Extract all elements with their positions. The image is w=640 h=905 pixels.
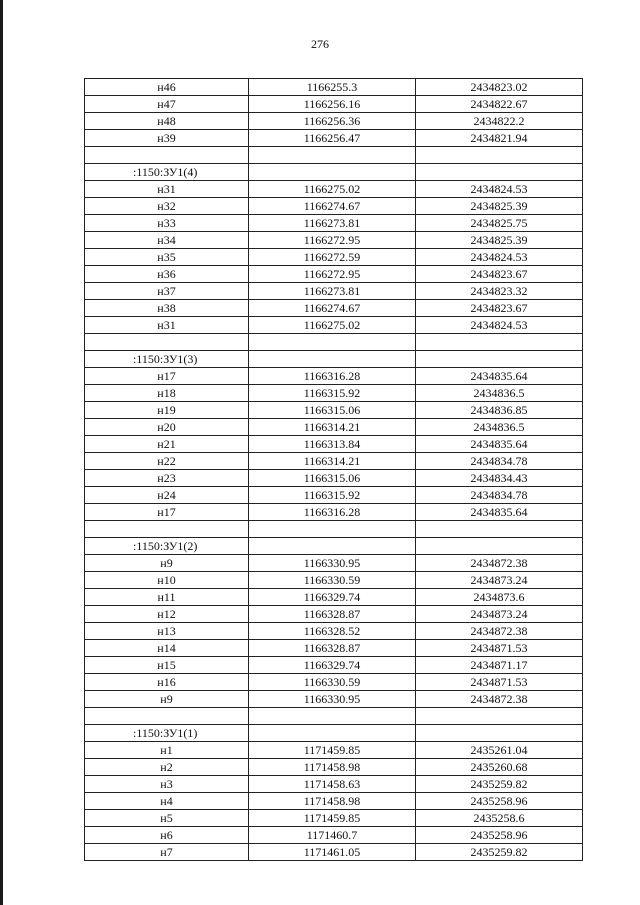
table-row	[85, 232, 583, 249]
point-name-cell: н46	[85, 79, 249, 96]
x-coordinate-cell: 1166316.28	[249, 368, 416, 385]
point-name-cell: н5	[85, 810, 249, 827]
y-coordinate-cell: 2434834.43	[416, 470, 583, 487]
table-row	[85, 317, 583, 334]
empty-cell	[249, 147, 416, 164]
table-row	[85, 419, 583, 436]
y-coordinate-cell: 2434836.5	[416, 419, 583, 436]
x-coordinate-cell: 1166316.28	[249, 504, 416, 521]
y-coordinate-cell: 2434825.75	[416, 215, 583, 232]
y-coordinate-cell: 2434871.17	[416, 657, 583, 674]
y-coordinate-cell: 2434835.64	[416, 436, 583, 453]
y-coordinate-cell: 2434871.53	[416, 640, 583, 657]
y-coordinate-cell: 2434872.38	[416, 555, 583, 572]
point-name-cell: н12	[85, 606, 249, 623]
point-name-cell: н47	[85, 96, 249, 113]
empty-cell	[416, 147, 583, 164]
blank-row	[85, 147, 583, 164]
x-coordinate-cell: 1171459.85	[249, 810, 416, 827]
x-coordinate-cell: 1166274.67	[249, 300, 416, 317]
empty-cell	[416, 351, 583, 368]
table-row	[85, 742, 583, 759]
coordinates-table	[84, 78, 583, 861]
x-coordinate-cell: 1166273.81	[249, 283, 416, 300]
table-row	[85, 113, 583, 130]
y-coordinate-cell: 2434822.67	[416, 96, 583, 113]
section-name-cell: :1150:ЗУ1(1)	[85, 725, 249, 742]
x-coordinate-cell: 1166315.06	[249, 402, 416, 419]
section-header-row	[85, 725, 583, 742]
y-coordinate-cell: 2435258.96	[416, 793, 583, 810]
empty-cell	[249, 725, 416, 742]
y-coordinate-cell: 2435258.6	[416, 810, 583, 827]
point-name-cell: н39	[85, 130, 249, 147]
x-coordinate-cell: 1166275.02	[249, 317, 416, 334]
empty-cell	[416, 164, 583, 181]
point-name-cell: н7	[85, 844, 249, 861]
page-number: 276	[311, 37, 329, 51]
table-row	[85, 368, 583, 385]
y-coordinate-cell: 2434824.53	[416, 181, 583, 198]
y-coordinate-cell: 2434825.39	[416, 232, 583, 249]
empty-cell	[249, 164, 416, 181]
empty-cell	[416, 538, 583, 555]
point-name-cell: н18	[85, 385, 249, 402]
empty-cell	[85, 521, 249, 538]
point-name-cell: н6	[85, 827, 249, 844]
table-row	[85, 96, 583, 113]
x-coordinate-cell: 1166328.52	[249, 623, 416, 640]
point-name-cell: н4	[85, 793, 249, 810]
y-coordinate-cell: 2434836.5	[416, 385, 583, 402]
y-coordinate-cell: 2434823.02	[416, 79, 583, 96]
empty-cell	[249, 334, 416, 351]
y-coordinate-cell: 2434872.38	[416, 623, 583, 640]
point-name-cell: н33	[85, 215, 249, 232]
point-name-cell: н19	[85, 402, 249, 419]
point-name-cell: н22	[85, 453, 249, 470]
x-coordinate-cell: 1166330.59	[249, 572, 416, 589]
table-row	[85, 759, 583, 776]
empty-cell	[416, 334, 583, 351]
point-name-cell: н20	[85, 419, 249, 436]
table-row	[85, 402, 583, 419]
y-coordinate-cell: 2435261.04	[416, 742, 583, 759]
table-row	[85, 198, 583, 215]
point-name-cell: н23	[85, 470, 249, 487]
x-coordinate-cell: 1171459.85	[249, 742, 416, 759]
section-header-row	[85, 164, 583, 181]
x-coordinate-cell: 1166272.95	[249, 266, 416, 283]
table-row	[85, 691, 583, 708]
table-row	[85, 283, 583, 300]
x-coordinate-cell: 1166314.21	[249, 453, 416, 470]
point-name-cell: н15	[85, 657, 249, 674]
point-name-cell: н9	[85, 555, 249, 572]
x-coordinate-cell: 1166256.36	[249, 113, 416, 130]
point-name-cell: н37	[85, 283, 249, 300]
table-row	[85, 79, 583, 96]
table-row	[85, 300, 583, 317]
point-name-cell: н2	[85, 759, 249, 776]
table-row	[85, 572, 583, 589]
x-coordinate-cell: 1166273.81	[249, 215, 416, 232]
empty-cell	[249, 521, 416, 538]
y-coordinate-cell: 2434836.85	[416, 402, 583, 419]
point-name-cell: н24	[85, 487, 249, 504]
x-coordinate-cell: 1166255.3	[249, 79, 416, 96]
y-coordinate-cell: 2435259.82	[416, 776, 583, 793]
x-coordinate-cell: 1171458.98	[249, 793, 416, 810]
y-coordinate-cell: 2434825.39	[416, 198, 583, 215]
table-row	[85, 589, 583, 606]
point-name-cell: н17	[85, 368, 249, 385]
table-row	[85, 453, 583, 470]
x-coordinate-cell: 1166272.95	[249, 232, 416, 249]
y-coordinate-cell: 2434834.78	[416, 453, 583, 470]
point-name-cell: н34	[85, 232, 249, 249]
table-row	[85, 793, 583, 810]
point-name-cell: н13	[85, 623, 249, 640]
point-name-cell: н17	[85, 504, 249, 521]
point-name-cell: н38	[85, 300, 249, 317]
point-name-cell: н1	[85, 742, 249, 759]
y-coordinate-cell: 2435258.96	[416, 827, 583, 844]
x-coordinate-cell: 1166315.92	[249, 385, 416, 402]
y-coordinate-cell: 2434824.53	[416, 317, 583, 334]
point-name-cell: н21	[85, 436, 249, 453]
empty-cell	[249, 708, 416, 725]
table-row	[85, 640, 583, 657]
point-name-cell: н36	[85, 266, 249, 283]
x-coordinate-cell: 1171460.7	[249, 827, 416, 844]
empty-cell	[249, 538, 416, 555]
y-coordinate-cell: 2434823.32	[416, 283, 583, 300]
table-row	[85, 436, 583, 453]
x-coordinate-cell: 1166256.47	[249, 130, 416, 147]
point-name-cell: н32	[85, 198, 249, 215]
y-coordinate-cell: 2434835.64	[416, 504, 583, 521]
empty-cell	[85, 708, 249, 725]
y-coordinate-cell: 2434873.6	[416, 589, 583, 606]
table-row	[85, 810, 583, 827]
table-row	[85, 776, 583, 793]
point-name-cell: н31	[85, 181, 249, 198]
x-coordinate-cell: 1166330.59	[249, 674, 416, 691]
x-coordinate-cell: 1166329.74	[249, 657, 416, 674]
section-header-row	[85, 351, 583, 368]
x-coordinate-cell: 1166329.74	[249, 589, 416, 606]
x-coordinate-cell: 1171461.05	[249, 844, 416, 861]
table-row	[85, 249, 583, 266]
point-name-cell: н9	[85, 691, 249, 708]
point-name-cell: н48	[85, 113, 249, 130]
table-row	[85, 266, 583, 283]
section-name-cell: :1150:ЗУ1(2)	[85, 538, 249, 555]
point-name-cell: н35	[85, 249, 249, 266]
section-name-cell: :1150:ЗУ1(3)	[85, 351, 249, 368]
y-coordinate-cell: 2434823.67	[416, 300, 583, 317]
y-coordinate-cell: 2434871.53	[416, 674, 583, 691]
section-header-row	[85, 538, 583, 555]
y-coordinate-cell: 2434822.2	[416, 113, 583, 130]
coordinates-table-body	[85, 79, 583, 861]
x-coordinate-cell: 1171458.98	[249, 759, 416, 776]
x-coordinate-cell: 1166315.92	[249, 487, 416, 504]
point-name-cell: н14	[85, 640, 249, 657]
empty-cell	[249, 351, 416, 368]
empty-cell	[85, 147, 249, 164]
x-coordinate-cell: 1166272.59	[249, 249, 416, 266]
empty-cell	[416, 708, 583, 725]
y-coordinate-cell: 2434835.64	[416, 368, 583, 385]
table-row	[85, 555, 583, 572]
y-coordinate-cell: 2434824.53	[416, 249, 583, 266]
table-row	[85, 504, 583, 521]
x-coordinate-cell: 1166330.95	[249, 691, 416, 708]
empty-cell	[416, 521, 583, 538]
section-name-cell: :1150:ЗУ1(4)	[85, 164, 249, 181]
point-name-cell: н31	[85, 317, 249, 334]
table-row	[85, 487, 583, 504]
x-coordinate-cell: 1171458.63	[249, 776, 416, 793]
blank-row	[85, 521, 583, 538]
table-row	[85, 623, 583, 640]
table-row	[85, 470, 583, 487]
x-coordinate-cell: 1166314.21	[249, 419, 416, 436]
table-row	[85, 385, 583, 402]
table-row	[85, 674, 583, 691]
table-row	[85, 130, 583, 147]
table-row	[85, 215, 583, 232]
x-coordinate-cell: 1166315.06	[249, 470, 416, 487]
x-coordinate-cell: 1166275.02	[249, 181, 416, 198]
y-coordinate-cell: 2434873.24	[416, 572, 583, 589]
y-coordinate-cell: 2434873.24	[416, 606, 583, 623]
y-coordinate-cell: 2434823.67	[416, 266, 583, 283]
table-row	[85, 657, 583, 674]
point-name-cell: н10	[85, 572, 249, 589]
page-left-edge	[0, 0, 3, 905]
table-row	[85, 606, 583, 623]
empty-cell	[416, 725, 583, 742]
y-coordinate-cell: 2434872.38	[416, 691, 583, 708]
table-row	[85, 181, 583, 198]
empty-cell	[85, 334, 249, 351]
x-coordinate-cell: 1166274.67	[249, 198, 416, 215]
point-name-cell: н3	[85, 776, 249, 793]
point-name-cell: н16	[85, 674, 249, 691]
x-coordinate-cell: 1166256.16	[249, 96, 416, 113]
blank-row	[85, 708, 583, 725]
y-coordinate-cell: 2435260.68	[416, 759, 583, 776]
y-coordinate-cell: 2434821.94	[416, 130, 583, 147]
table-row	[85, 827, 583, 844]
point-name-cell: н11	[85, 589, 249, 606]
x-coordinate-cell: 1166330.95	[249, 555, 416, 572]
y-coordinate-cell: 2434834.78	[416, 487, 583, 504]
x-coordinate-cell: 1166328.87	[249, 606, 416, 623]
x-coordinate-cell: 1166313.84	[249, 436, 416, 453]
table-row	[85, 844, 583, 861]
blank-row	[85, 334, 583, 351]
x-coordinate-cell: 1166328.87	[249, 640, 416, 657]
y-coordinate-cell: 2435259.82	[416, 844, 583, 861]
